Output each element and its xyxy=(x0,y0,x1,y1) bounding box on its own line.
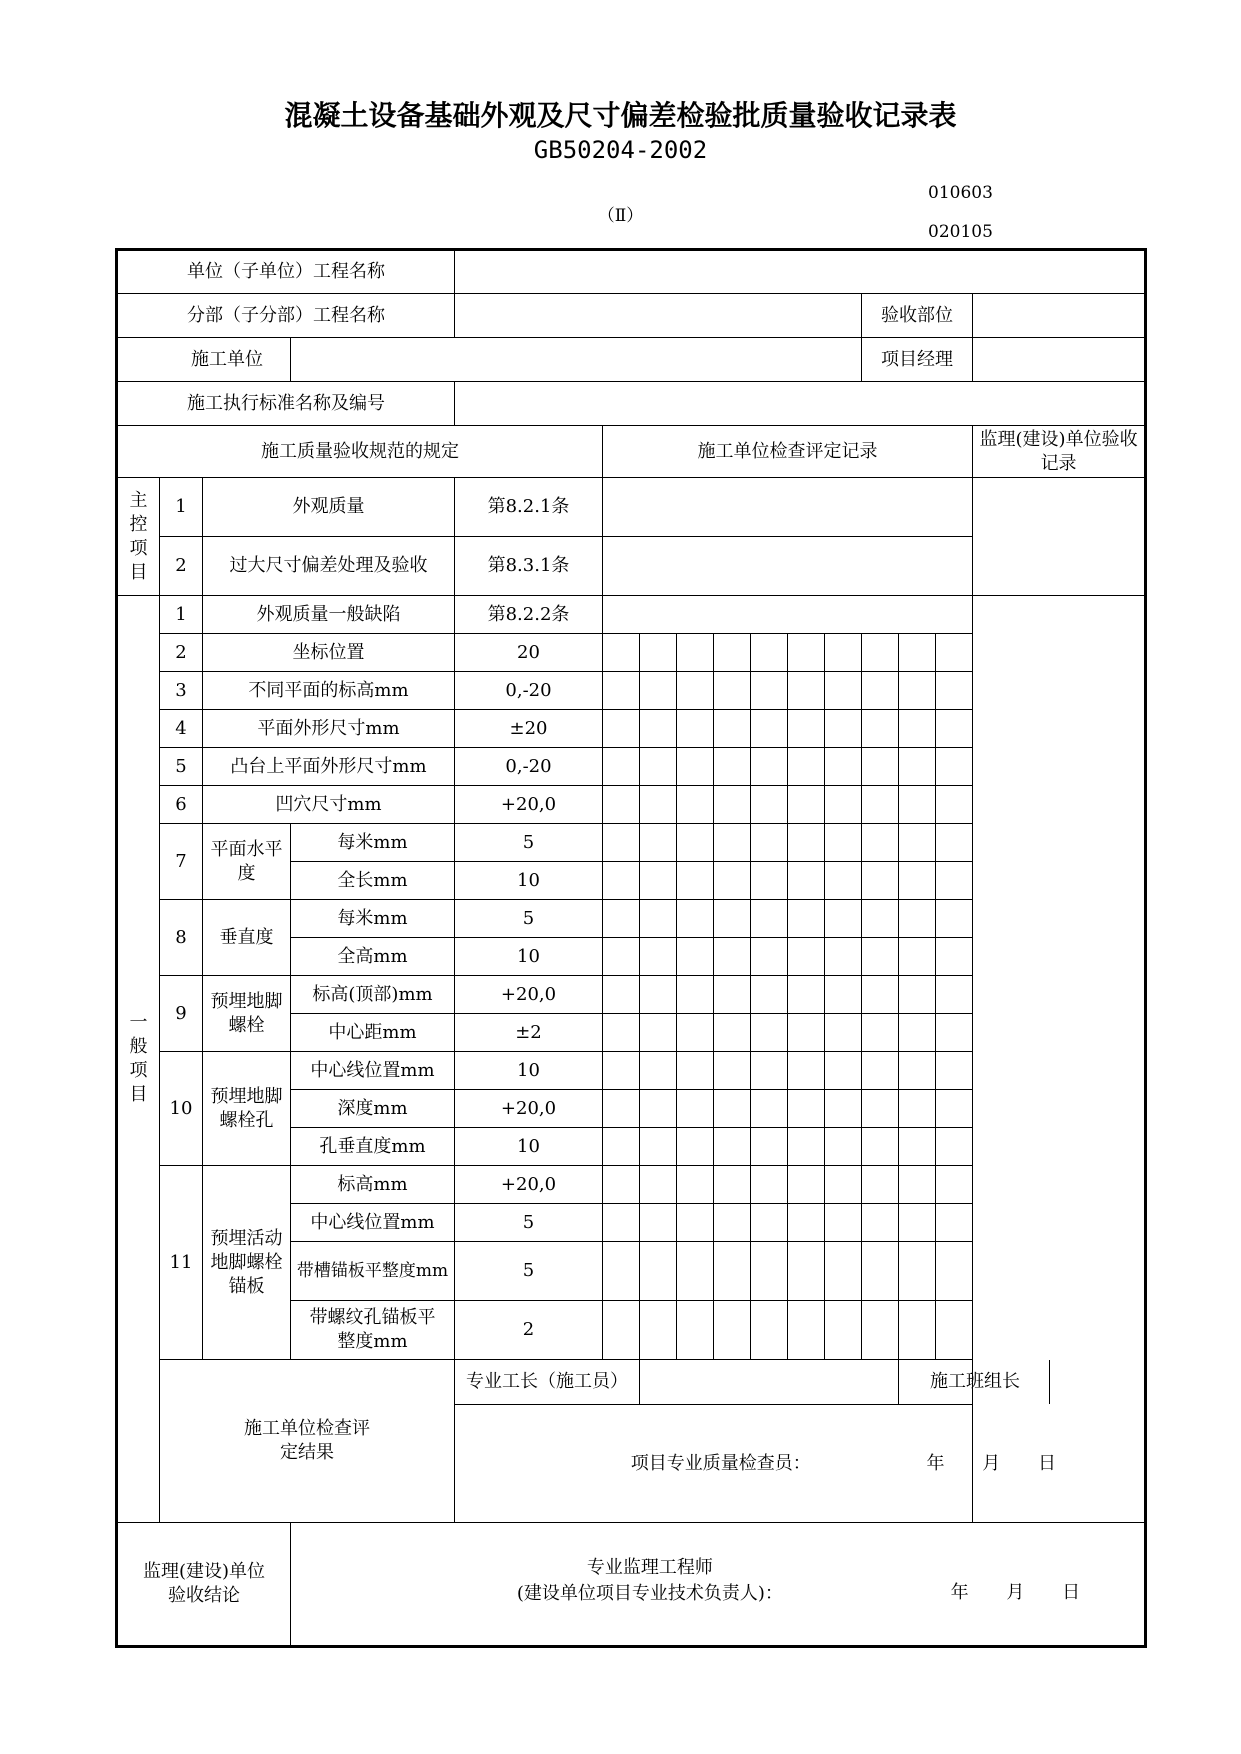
measurement-cell[interactable] xyxy=(751,824,788,862)
measurement-cell[interactable] xyxy=(936,938,973,976)
general-item-name: 中心线位置mm xyxy=(291,1052,455,1090)
measurement-cell[interactable] xyxy=(751,634,788,672)
general-item-no: 11 xyxy=(160,1166,203,1360)
measurement-cell[interactable] xyxy=(788,976,825,1014)
measurement-cell[interactable] xyxy=(751,1301,788,1360)
measurement-cell[interactable] xyxy=(788,1128,825,1166)
measurement-cell[interactable] xyxy=(825,1014,862,1052)
measurement-cell[interactable] xyxy=(677,1090,714,1128)
project-manager-field[interactable] xyxy=(973,338,1145,382)
general-item-no: 6 xyxy=(160,786,203,824)
general-item-value: ±2 xyxy=(455,1014,603,1052)
measurement-cell[interactable] xyxy=(603,976,640,1014)
general-item-name: 每米mm xyxy=(291,900,455,938)
form-series: （Ⅱ） xyxy=(597,206,644,226)
measurement-cell[interactable] xyxy=(603,710,640,748)
measurement-cell[interactable] xyxy=(788,748,825,786)
measurement-cell[interactable] xyxy=(788,710,825,748)
general-item-no: 1 xyxy=(160,596,203,634)
measurement-cell[interactable] xyxy=(862,1204,899,1242)
measurement-cell[interactable] xyxy=(936,1052,973,1090)
measurement-cell[interactable] xyxy=(714,1301,751,1360)
measurement-cell[interactable] xyxy=(751,862,788,900)
general-item-name: 中心线位置mm xyxy=(291,1204,455,1242)
main-item-name: 过大尺寸偏差处理及验收 xyxy=(203,537,455,596)
general-item-name: 外观质量一般缺陷 xyxy=(203,596,455,634)
measurement-cell[interactable] xyxy=(899,672,936,710)
measurement-cell[interactable] xyxy=(640,1301,677,1360)
measurement-cell[interactable] xyxy=(899,1014,936,1052)
measurement-cell[interactable] xyxy=(899,1301,936,1360)
measurement-cell[interactable] xyxy=(640,1242,677,1301)
measurement-cell[interactable] xyxy=(751,900,788,938)
measurement-cell[interactable] xyxy=(899,1204,936,1242)
measurement-cell[interactable] xyxy=(677,672,714,710)
supervisor-date: 年 月 日 xyxy=(950,1582,1097,1603)
general-item-record[interactable] xyxy=(603,596,973,634)
measurement-cell[interactable] xyxy=(714,1052,751,1090)
inspection-record-table xyxy=(115,248,1147,1648)
measurement-cell[interactable] xyxy=(603,1242,640,1301)
measurement-cell[interactable] xyxy=(714,1242,751,1301)
measurement-cell[interactable] xyxy=(714,1128,751,1166)
measurement-cell[interactable] xyxy=(714,900,751,938)
measurement-cell[interactable] xyxy=(788,862,825,900)
measurement-cell[interactable] xyxy=(825,938,862,976)
measurement-cell[interactable] xyxy=(751,1014,788,1052)
measurement-cell[interactable] xyxy=(825,824,862,862)
measurement-cell[interactable] xyxy=(603,786,640,824)
measurement-cell[interactable] xyxy=(751,710,788,748)
measurement-cell[interactable] xyxy=(825,1090,862,1128)
main-item-record[interactable] xyxy=(603,537,973,596)
general-item-no: 10 xyxy=(160,1052,203,1166)
main-items-group-label: 主控项目 xyxy=(117,478,160,596)
measurement-cell[interactable] xyxy=(936,976,973,1014)
measurement-cell[interactable] xyxy=(603,938,640,976)
measurement-cell[interactable] xyxy=(788,634,825,672)
measurement-cell[interactable] xyxy=(936,1014,973,1052)
measurement-cell[interactable] xyxy=(788,1166,825,1204)
general-item-no: 8 xyxy=(160,900,203,976)
measurement-cell[interactable] xyxy=(825,862,862,900)
measurement-cell[interactable] xyxy=(603,1301,640,1360)
measurement-cell[interactable] xyxy=(862,1242,899,1301)
contractor-field[interactable] xyxy=(291,338,862,382)
measurement-cell[interactable] xyxy=(825,1301,862,1360)
measurement-cell[interactable] xyxy=(788,1090,825,1128)
main-item-record[interactable] xyxy=(603,478,973,537)
general-item-name: 凹穴尺寸mm xyxy=(203,786,455,824)
measurement-cell[interactable] xyxy=(899,786,936,824)
measurement-cell[interactable] xyxy=(936,1166,973,1204)
measurement-cell[interactable] xyxy=(862,900,899,938)
measurement-cell[interactable] xyxy=(788,786,825,824)
measurement-cell[interactable] xyxy=(899,1166,936,1204)
general-item-group-name: 预埋地脚螺栓孔 xyxy=(203,1052,291,1166)
measurement-cell[interactable] xyxy=(640,748,677,786)
contractor-date: 年 月 日 xyxy=(926,1452,1072,1474)
measurement-cell[interactable] xyxy=(862,1090,899,1128)
measurement-cell[interactable] xyxy=(936,634,973,672)
measurement-cell[interactable] xyxy=(603,1204,640,1242)
measurement-cell[interactable] xyxy=(640,1204,677,1242)
measurement-cell[interactable] xyxy=(825,1166,862,1204)
general-item-group-name: 预埋活动地脚螺栓锚板 xyxy=(203,1166,291,1360)
general-item-group-name: 垂直度 xyxy=(203,900,291,976)
general-item-value: 10 xyxy=(455,862,603,900)
general-item-value: 10 xyxy=(455,1052,603,1090)
main-item-no: 1 xyxy=(160,478,203,537)
measurement-cell[interactable] xyxy=(640,1052,677,1090)
general-item-value: 0,-20 xyxy=(455,672,603,710)
measurement-cell[interactable] xyxy=(788,1052,825,1090)
measurement-cell[interactable] xyxy=(677,862,714,900)
measurement-cell[interactable] xyxy=(677,710,714,748)
measurement-cell[interactable] xyxy=(640,1090,677,1128)
general-item-value: +20,0 xyxy=(455,976,603,1014)
measurement-cell[interactable] xyxy=(714,976,751,1014)
measurement-cell[interactable] xyxy=(825,1242,862,1301)
project-manager-label: 项目经理 xyxy=(862,338,973,382)
measurement-cell[interactable] xyxy=(862,1166,899,1204)
general-item-value: +20,0 xyxy=(455,786,603,824)
measurement-cell[interactable] xyxy=(862,634,899,672)
measurement-cell[interactable] xyxy=(714,786,751,824)
general-item-name: 深度mm xyxy=(291,1090,455,1128)
measurement-cell[interactable] xyxy=(751,672,788,710)
general-item-value: +20,0 xyxy=(455,1166,603,1204)
contractor-record-column-header: 施工单位检查评定记录 xyxy=(603,426,973,478)
measurement-cell[interactable] xyxy=(677,1242,714,1301)
measurement-cell[interactable] xyxy=(899,634,936,672)
measurement-cell[interactable] xyxy=(677,634,714,672)
general-item-no: 9 xyxy=(160,976,203,1052)
main-item-no: 2 xyxy=(160,537,203,596)
measurement-cell[interactable] xyxy=(899,900,936,938)
measurement-cell[interactable] xyxy=(677,1166,714,1204)
measurement-cell[interactable] xyxy=(899,862,936,900)
standard-code: GB50204-2002 xyxy=(533,136,708,164)
general-item-value: 第8.2.2条 xyxy=(455,596,603,634)
measurement-cell[interactable] xyxy=(751,1052,788,1090)
general-item-no: 2 xyxy=(160,634,203,672)
general-item-name: 每米mm xyxy=(291,824,455,862)
general-item-value: 5 xyxy=(455,900,603,938)
foreman-label: 专业工长（施工员） xyxy=(455,1360,640,1405)
measurement-cell[interactable] xyxy=(825,786,862,824)
general-item-no: 3 xyxy=(160,672,203,710)
main-item-clause: 第8.2.1条 xyxy=(455,478,603,537)
standard-name-field[interactable] xyxy=(455,382,1145,426)
measurement-cell[interactable] xyxy=(603,1052,640,1090)
measurement-cell[interactable] xyxy=(788,1014,825,1052)
inspector-label: 项目专业质量检查员： xyxy=(630,1452,811,1474)
subproject-name-label: 分部（子分部）工程名称 xyxy=(117,294,455,338)
measurement-cell[interactable] xyxy=(640,938,677,976)
measurement-cell[interactable] xyxy=(751,748,788,786)
measurement-cell[interactable] xyxy=(936,1301,973,1360)
general-item-no: 7 xyxy=(160,824,203,900)
measurement-cell[interactable] xyxy=(862,710,899,748)
measurement-cell[interactable] xyxy=(751,938,788,976)
general-item-name: 坐标位置 xyxy=(203,634,455,672)
general-item-value: 5 xyxy=(455,1204,603,1242)
measurement-cell[interactable] xyxy=(603,672,640,710)
general-item-name: 中心距mm xyxy=(291,1014,455,1052)
measurement-cell[interactable] xyxy=(751,1204,788,1242)
general-item-name: 凸台上平面外形尺寸mm xyxy=(203,748,455,786)
measurement-cell[interactable] xyxy=(677,938,714,976)
measurement-cell[interactable] xyxy=(677,1014,714,1052)
measurement-cell[interactable] xyxy=(677,900,714,938)
measurement-cell[interactable] xyxy=(677,786,714,824)
measurement-cell[interactable] xyxy=(714,1014,751,1052)
measurement-cell[interactable] xyxy=(899,748,936,786)
measurement-cell[interactable] xyxy=(714,862,751,900)
general-item-value: 0,-20 xyxy=(455,748,603,786)
measurement-cell[interactable] xyxy=(899,1090,936,1128)
team-leader-label: 施工班组长 xyxy=(901,1360,1050,1404)
measurement-cell[interactable] xyxy=(714,1166,751,1204)
general-item-name: 孔垂直度mm xyxy=(291,1128,455,1166)
measurement-cell[interactable] xyxy=(640,1166,677,1204)
general-item-value: 5 xyxy=(455,824,603,862)
measurement-cell[interactable] xyxy=(677,824,714,862)
measurement-cell[interactable] xyxy=(640,900,677,938)
general-item-value: +20,0 xyxy=(455,1090,603,1128)
measurement-cell[interactable] xyxy=(788,1301,825,1360)
measurement-cell[interactable] xyxy=(603,900,640,938)
measurement-cell[interactable] xyxy=(640,1128,677,1166)
measurement-cell[interactable] xyxy=(603,1166,640,1204)
measurement-cell[interactable] xyxy=(751,1128,788,1166)
measurement-cell[interactable] xyxy=(825,672,862,710)
measurement-cell[interactable] xyxy=(936,900,973,938)
measurement-cell[interactable] xyxy=(640,634,677,672)
general-items-group-label: 一般项目 xyxy=(117,596,160,1523)
measurement-cell[interactable] xyxy=(936,1242,973,1301)
general-item-no: 5 xyxy=(160,748,203,786)
measurement-cell[interactable] xyxy=(714,710,751,748)
measurement-cell[interactable] xyxy=(788,938,825,976)
general-item-value: 5 xyxy=(455,1242,603,1301)
measurement-cell[interactable] xyxy=(825,1052,862,1090)
general-item-group-name: 平面水平度 xyxy=(203,824,291,900)
acceptance-part-label: 验收部位 xyxy=(862,294,973,338)
form-code-top: 010603 xyxy=(928,183,993,203)
measurement-cell[interactable] xyxy=(714,1204,751,1242)
measurement-cell[interactable] xyxy=(825,900,862,938)
measurement-cell[interactable] xyxy=(751,1242,788,1301)
supervisor-signature-block xyxy=(517,1555,783,1607)
measurement-cell[interactable] xyxy=(936,1090,973,1128)
general-item-name: 全长mm xyxy=(291,862,455,900)
general-item-name: 标高mm xyxy=(291,1166,455,1204)
general-item-value: 10 xyxy=(455,938,603,976)
general-item-value: ±20 xyxy=(455,710,603,748)
contractor-result-field[interactable] xyxy=(455,1405,1146,1523)
measurement-cell[interactable] xyxy=(640,824,677,862)
measurement-cell[interactable] xyxy=(788,1204,825,1242)
measurement-cell[interactable] xyxy=(899,976,936,1014)
form-title: 混凝土设备基础外观及尺寸偏差检验批质量验收记录表 xyxy=(284,99,957,132)
measurement-cell[interactable] xyxy=(677,1301,714,1360)
measurement-cell[interactable] xyxy=(862,1014,899,1052)
team-leader-field[interactable] xyxy=(1050,1360,1142,1404)
main-items-supervisor-record[interactable] xyxy=(973,478,1145,596)
measurement-cell[interactable] xyxy=(640,672,677,710)
main-item-name: 外观质量 xyxy=(203,478,455,537)
project-name-field[interactable] xyxy=(455,250,1145,294)
acceptance-part-field[interactable] xyxy=(973,294,1145,338)
measurement-cell[interactable] xyxy=(862,1301,899,1360)
measurement-cell[interactable] xyxy=(603,862,640,900)
measurement-cell[interactable] xyxy=(677,1128,714,1166)
measurement-cell[interactable] xyxy=(640,976,677,1014)
measurement-cell[interactable] xyxy=(936,824,973,862)
measurement-cell[interactable] xyxy=(825,748,862,786)
standard-name-label: 施工执行标准名称及编号 xyxy=(117,382,455,426)
measurement-cell[interactable] xyxy=(936,862,973,900)
measurement-cell[interactable] xyxy=(936,710,973,748)
foreman-field[interactable] xyxy=(640,1360,899,1405)
measurement-cell[interactable] xyxy=(862,938,899,976)
measurement-cell[interactable] xyxy=(825,1204,862,1242)
subproject-name-field[interactable] xyxy=(455,294,862,338)
general-item-no: 4 xyxy=(160,710,203,748)
supervisor-conclusion-field[interactable] xyxy=(291,1523,1145,1647)
measurement-cell[interactable] xyxy=(788,900,825,938)
measurement-cell[interactable] xyxy=(714,1090,751,1128)
measurement-cell[interactable] xyxy=(936,1204,973,1242)
measurement-cell[interactable] xyxy=(899,1052,936,1090)
measurement-cell[interactable] xyxy=(936,1128,973,1166)
supervisor-conclusion-label: 监理(建设)单位验收结论 xyxy=(117,1523,291,1647)
team-leader-cell xyxy=(899,1360,1146,1405)
general-item-name: 平面外形尺寸mm xyxy=(203,710,455,748)
form-code-bottom: 020105 xyxy=(928,222,993,242)
measurement-cell[interactable] xyxy=(862,824,899,862)
measurement-cell[interactable] xyxy=(825,976,862,1014)
project-name-label: 单位（子单位）工程名称 xyxy=(117,250,455,294)
general-item-name: 带螺纹孔锚板平整度mm xyxy=(291,1301,455,1360)
measurement-cell[interactable] xyxy=(899,938,936,976)
contractor-result-label: 施工单位检查评定结果 xyxy=(160,1360,455,1523)
measurement-cell[interactable] xyxy=(936,748,973,786)
measurement-cell[interactable] xyxy=(714,938,751,976)
measurement-cell[interactable] xyxy=(862,1052,899,1090)
measurement-cell[interactable] xyxy=(714,634,751,672)
measurement-cell[interactable] xyxy=(899,710,936,748)
general-item-name: 不同平面的标高mm xyxy=(203,672,455,710)
measurement-cell[interactable] xyxy=(936,672,973,710)
main-item-clause: 第8.3.1条 xyxy=(455,537,603,596)
measurement-cell[interactable] xyxy=(603,1090,640,1128)
measurement-cell[interactable] xyxy=(677,1052,714,1090)
measurement-cell[interactable] xyxy=(862,1128,899,1166)
measurement-cell[interactable] xyxy=(899,1242,936,1301)
measurement-cell[interactable] xyxy=(714,824,751,862)
measurement-cell[interactable] xyxy=(788,1242,825,1301)
general-item-name: 带槽锚板平整度mm xyxy=(291,1242,455,1301)
measurement-cell[interactable] xyxy=(862,672,899,710)
owner-rep-label: (建设单位项目专业技术负责人)： xyxy=(516,1583,783,1604)
measurement-cell[interactable] xyxy=(862,748,899,786)
measurement-cell[interactable] xyxy=(603,1128,640,1166)
measurement-cell[interactable] xyxy=(825,1128,862,1166)
measurement-cell[interactable] xyxy=(788,672,825,710)
measurement-cell[interactable] xyxy=(640,862,677,900)
measurement-cell[interactable] xyxy=(899,824,936,862)
general-item-value: 20 xyxy=(455,634,603,672)
measurement-cell[interactable] xyxy=(862,976,899,1014)
measurement-cell[interactable] xyxy=(751,786,788,824)
measurement-cell[interactable] xyxy=(603,748,640,786)
measurement-cell[interactable] xyxy=(677,748,714,786)
general-item-name: 标高(顶部)mm xyxy=(291,976,455,1014)
supervisor-record-column-header: 监理(建设)单位验收记录 xyxy=(973,426,1145,478)
general-item-name: 全高mm xyxy=(291,938,455,976)
measurement-cell[interactable] xyxy=(714,748,751,786)
measurement-cell[interactable] xyxy=(825,710,862,748)
contractor-label: 施工单位 xyxy=(117,338,291,382)
general-item-group-name: 预埋地脚螺栓 xyxy=(203,976,291,1052)
spec-column-header: 施工质量验收规范的规定 xyxy=(117,426,603,478)
measurement-cell[interactable] xyxy=(899,1128,936,1166)
measurement-cell[interactable] xyxy=(936,786,973,824)
general-item-value: 2 xyxy=(455,1301,603,1360)
measurement-cell[interactable] xyxy=(640,1014,677,1052)
measurement-cell[interactable] xyxy=(603,824,640,862)
measurement-cell[interactable] xyxy=(603,1014,640,1052)
measurement-cell[interactable] xyxy=(751,1090,788,1128)
general-item-value: 10 xyxy=(455,1128,603,1166)
measurement-cell[interactable] xyxy=(751,1166,788,1204)
measurement-cell[interactable] xyxy=(751,976,788,1014)
supervisor-engineer-label: 专业监理工程师 xyxy=(586,1557,713,1578)
measurement-cell[interactable] xyxy=(677,1204,714,1242)
measurement-cell[interactable] xyxy=(825,634,862,672)
measurement-cell[interactable] xyxy=(603,634,640,672)
measurement-cell[interactable] xyxy=(862,862,899,900)
measurement-cell[interactable] xyxy=(677,976,714,1014)
measurement-cell[interactable] xyxy=(788,824,825,862)
measurement-cell[interactable] xyxy=(640,786,677,824)
measurement-cell[interactable] xyxy=(714,672,751,710)
measurement-cell[interactable] xyxy=(862,786,899,824)
measurement-cell[interactable] xyxy=(640,710,677,748)
